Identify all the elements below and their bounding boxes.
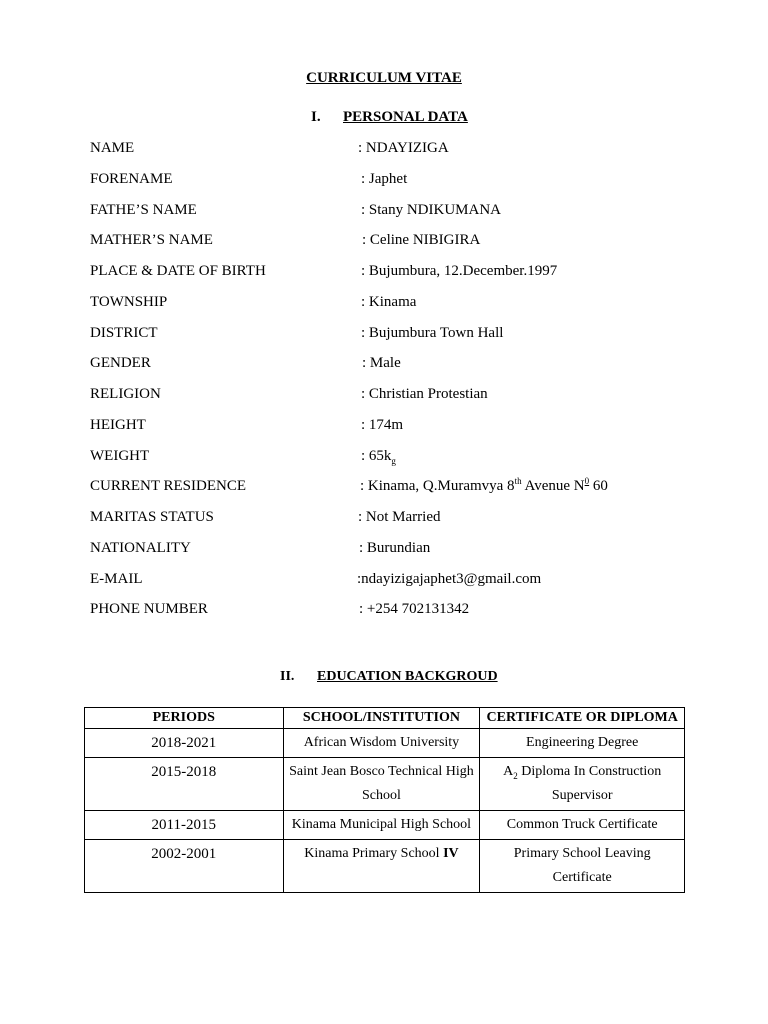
value-superscript-2: 0 (584, 476, 590, 486)
education-table (84, 707, 685, 893)
certificate-cell: Engineering Degree (480, 729, 685, 758)
header-school: SCHOOL/INSTITUTION (283, 708, 480, 729)
period-cell: 2015-2018 (85, 758, 284, 811)
field-label: NAME (90, 140, 135, 156)
field-label: FATHE’S NAME (90, 202, 197, 218)
field-label: WEIGHT (90, 448, 150, 464)
period-cell: 2011-2015 (85, 811, 284, 840)
field-value: : Bujumbura, 12.December.1997 (361, 263, 558, 279)
field-value: : Kinama (361, 294, 417, 310)
table-row (85, 840, 685, 893)
certificate-cell: Common Truck Certificate (480, 811, 685, 840)
field-value: : Not Married (358, 509, 441, 525)
field-label: E-MAIL (90, 571, 143, 587)
table-row (85, 729, 685, 758)
section-number: II. (280, 669, 295, 684)
field-label: CURRENT RESIDENCE (90, 478, 246, 494)
cert-text: Diploma In Construction Supervisor (517, 764, 662, 803)
field-label: RELIGION (90, 386, 161, 402)
school-cell: Saint Jean Bosco Technical High School (283, 758, 480, 811)
value-text: : 65k (361, 448, 392, 464)
table-header-row (85, 708, 685, 729)
section-title: PERSONAL DATA (343, 109, 468, 125)
field-value: : Stany NDIKUMANA (361, 202, 501, 218)
field-value: : Burundian (359, 540, 431, 556)
field-value: : Male (362, 355, 401, 371)
value-superscript: th (514, 476, 522, 486)
field-value: : 174m (361, 417, 404, 433)
period-cell: 2018-2021 (85, 729, 284, 758)
field-value: : Bujumbura Town Hall (361, 325, 504, 341)
field-label: FORENAME (90, 171, 173, 187)
field-label: TOWNSHIP (90, 294, 168, 310)
period-cell: 2002-2001 (85, 840, 284, 893)
field-value: : Celine NIBIGIRA (362, 232, 481, 248)
school-cell: African Wisdom University (283, 729, 480, 758)
field-label: PLACE & DATE OF BIRTH (90, 263, 266, 279)
header-periods: PERIODS (85, 708, 284, 729)
field-value: :ndayizigajaphet3@gmail.com (357, 571, 542, 587)
field-label: GENDER (90, 355, 151, 371)
section-number: I. (311, 109, 321, 125)
value-text-2: Avenue N (521, 478, 585, 494)
table-row (85, 758, 685, 811)
school-cell: Kinama Municipal High School (283, 811, 480, 840)
header-certificate: CERTIFICATE OR DIPLOMA (480, 708, 685, 729)
table-row (85, 811, 685, 840)
field-label: DISTRICT (90, 325, 158, 341)
school-text: Kinama Primary School (304, 846, 444, 861)
certificate-cell: Primary School Leaving Certificate (480, 840, 685, 893)
value-subscript: g (391, 456, 396, 466)
document-title: CURRICULUM VITAE (306, 70, 462, 86)
cert-prefix: A (503, 764, 514, 779)
field-label: NATIONALITY (90, 540, 191, 556)
field-value (361, 448, 396, 465)
field-value: : +254 702131342 (359, 601, 470, 617)
section-education-heading (280, 669, 498, 685)
field-label: PHONE NUMBER (90, 601, 208, 617)
school-cell (283, 840, 480, 893)
field-label: HEIGHT (90, 417, 146, 433)
field-value (360, 478, 608, 495)
field-value: : Japhet (361, 171, 408, 187)
value-text: : Kinama, Q.Muramvya 8 (360, 478, 515, 494)
value-text-3: 60 (589, 478, 608, 494)
section-title: EDUCATION BACKGROUD (317, 669, 498, 684)
section-personal-data-heading (311, 109, 468, 126)
field-label: MATHER’S NAME (90, 232, 213, 248)
school-text-bold: IV (443, 846, 459, 861)
cert-subscript: 2 (513, 770, 518, 781)
field-value: : Christian Protestian (361, 386, 488, 402)
field-label: MARITAS STATUS (90, 509, 214, 525)
certificate-cell (480, 758, 685, 811)
field-value: : NDAYIZIGA (358, 140, 449, 156)
